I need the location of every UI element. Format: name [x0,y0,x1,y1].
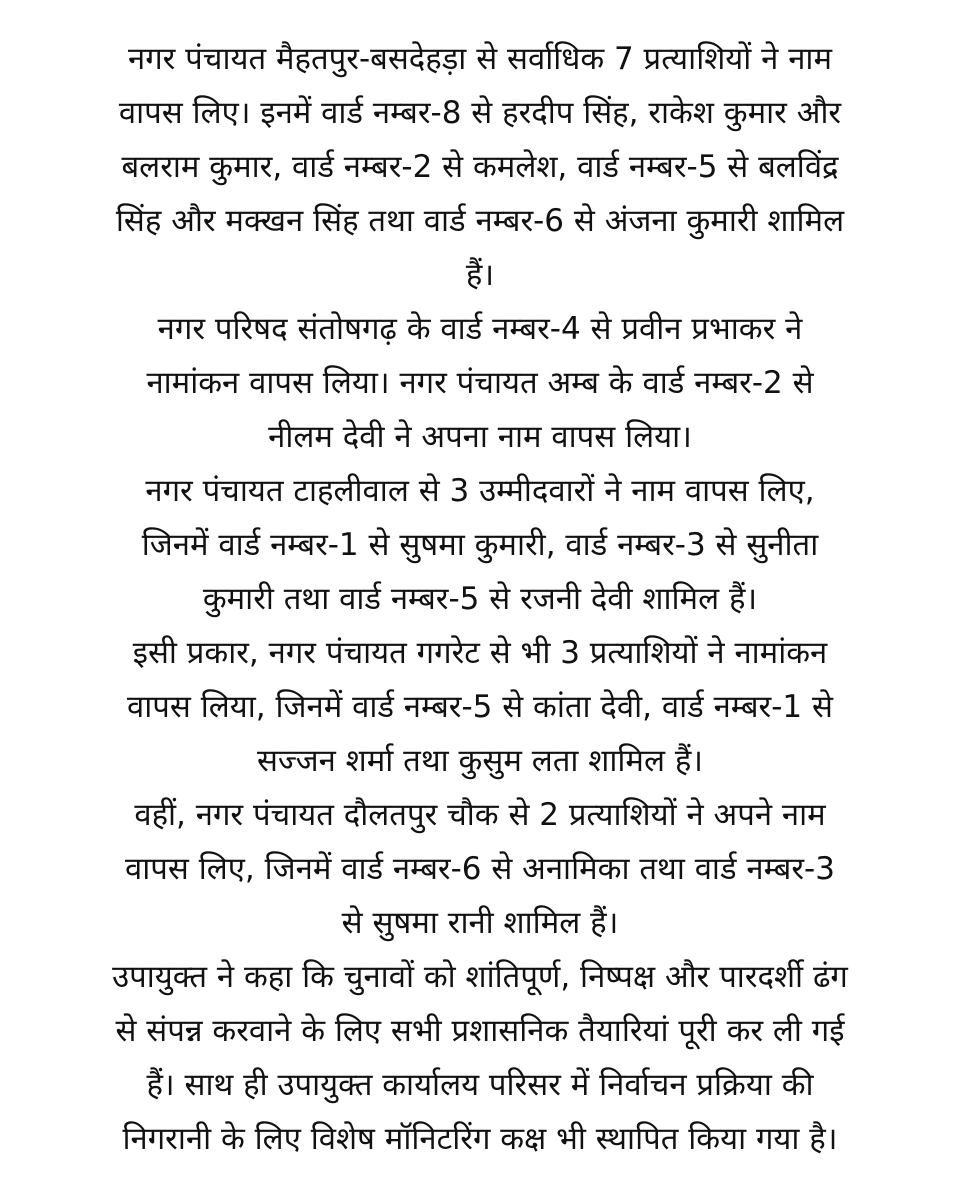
text-line: से संपन्न करवाने के लिए सभी प्रशासनिक तैयारियां पूरी कर ली गई [115,1013,845,1049]
text-line: कुमारी तथा वार्ड नम्बर-5 से रजनी देवी शामिल हैं। [202,581,758,617]
text-line: वापस लिया, जिनमें वार्ड नम्बर-5 से कांता देवी, वार्ड नम्बर-1 से [127,689,833,725]
paragraph-daulatpur-chowk [30,788,930,950]
text-line: से सुषमा रानी शामिल हैं। [341,905,619,941]
text-line: निगरानी के लिए विशेष मॉनिटरिंग कक्ष भी स्थापित किया गया है। [122,1121,838,1157]
text-line: वहीं, नगर पंचायत दौलतपुर चौक से 2 प्रत्याशियों ने अपने नाम [134,797,826,833]
text-line: हैं। [465,257,495,293]
text-line: नगर पंचायत मैहतपुर-बसदेहड़ा से सर्वाधिक 7 प्रत्याशियों ने नाम [127,41,832,77]
paragraph-deputy-commissioner [30,950,930,1166]
article-body [30,32,930,1166]
text-line: सज्जन शर्मा तथा कुसुम लता शामिल हैं। [256,743,704,779]
text-line: नगर परिषद संतोषगढ़ के वार्ड नम्बर-4 से प्रवीन प्रभाकर ने [157,311,803,347]
text-line: हैं। साथ ही उपायुक्त कार्यालय परिसर में निर्वाचन प्रक्रिया की [146,1067,814,1103]
text-line: नामांकन वापस लिया। नगर पंचायत अम्ब के वार्ड नम्बर-2 से [146,365,814,401]
paragraph-tahliwal [30,464,930,626]
text-line: वापस लिए। इनमें वार्ड नम्बर-8 से हरदीप सिंह, राकेश कुमार और [118,95,842,131]
paragraph-santokhgarh-amb [30,302,930,464]
text-line: जिनमें वार्ड नम्बर-1 से सुषमा कुमारी, वार्ड नम्बर-3 से सुनीता [141,527,819,563]
text-line: इसी प्रकार, नगर पंचायत गगरेट से भी 3 प्रत्याशियों ने नामांकन [132,635,828,671]
paragraph-mehatpur-basdehra [30,32,930,302]
text-line: उपायुक्त ने कहा कि चुनावों को शांतिपूर्ण, निष्पक्ष और पारदर्शी ढंग [112,959,848,995]
text-line: सिंह और मक्खन सिंह तथा वार्ड नम्बर-6 से अंजना कुमारी शामिल [115,203,845,239]
text-line: वापस लिए, जिनमें वार्ड नम्बर-6 से अनामिका तथा वार्ड नम्बर-3 [125,851,835,887]
text-line: नीलम देवी ने अपना नाम वापस लिया। [268,419,692,455]
paragraph-gagret [30,626,930,788]
text-line: बलराम कुमार, वार्ड नम्बर-2 से कमलेश, वार्ड नम्बर-5 से बलविंद्र [121,149,839,185]
text-line: नगर पंचायत टाहलीवाल से 3 उम्मीदवारों ने नाम वापस लिए, [145,473,815,509]
